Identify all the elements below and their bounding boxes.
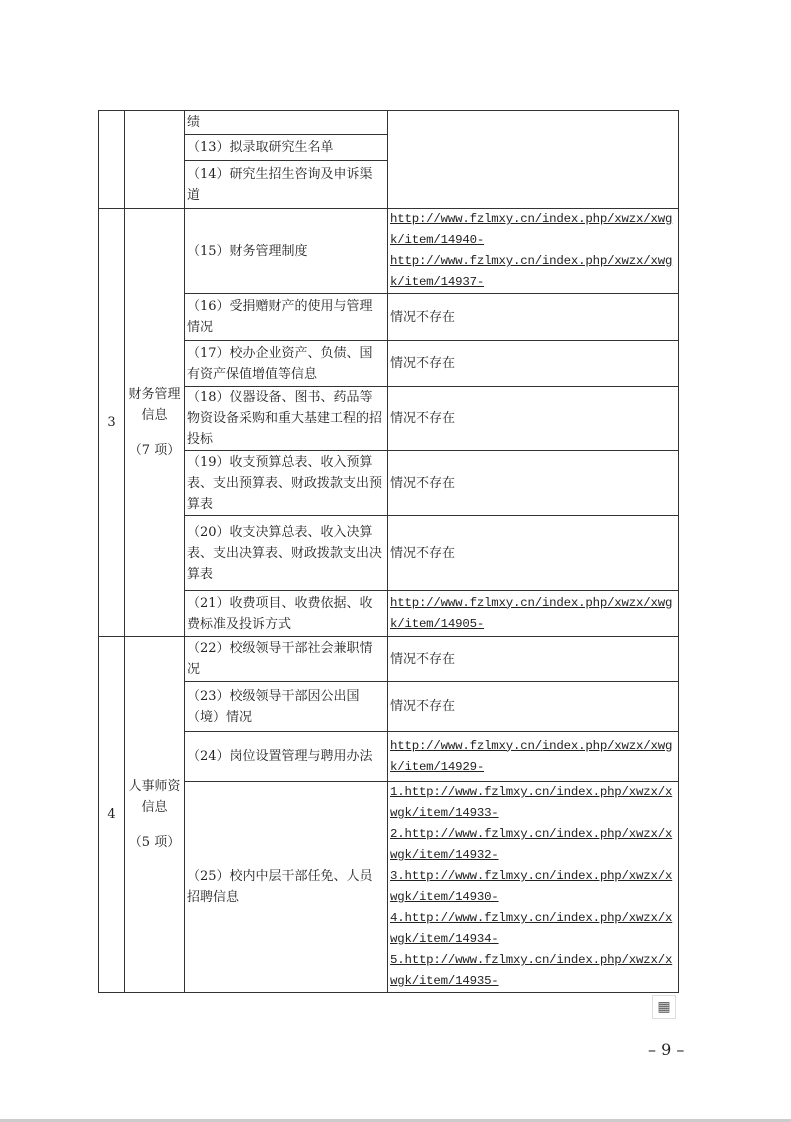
table-row (99, 591, 679, 637)
value-cell: 情况不存在 (388, 387, 679, 451)
value-cell (388, 209, 679, 294)
table-row (99, 637, 679, 682)
item-cell: （19）收支预算总表、收入预算表、支出预算表、财政拨款支出预算表 (185, 451, 388, 516)
category-label: 人事师资信息 (128, 779, 181, 815)
value-cell: 情况不存在 (388, 682, 679, 732)
value-cell (388, 782, 679, 993)
link[interactable]: http://www.fzlmxy.cn/index.php/xwzx/xwgk/item/14905- (390, 595, 673, 631)
item-cell: （15）财务管理制度 (185, 209, 388, 294)
link[interactable]: 4.http://www.fzlmxy.cn/index.php/xwzx/xwgk/item/14934- (390, 911, 673, 946)
link[interactable]: 5.http://www.fzlmxy.cn/index.php/xwzx/xwgk/item/14935- (390, 953, 673, 988)
item-cell: （13）拟录取研究生名单 (185, 135, 388, 161)
section-category (125, 637, 185, 993)
item-cell: （25）校内中层干部任免、人员招聘信息 (185, 782, 388, 993)
category-count: （7 项） (128, 443, 181, 458)
value-cell (388, 111, 679, 209)
item-cell: （18）仪器设备、图书、药品等物资设备采购和重大基建工程的招投标 (185, 387, 388, 451)
page-number: – 9 – (648, 1040, 685, 1059)
item-cell: （16）受捐赠财产的使用与管理情况 (185, 294, 388, 341)
value-cell (388, 591, 679, 637)
value-cell: 情况不存在 (388, 341, 679, 387)
table-row (99, 732, 679, 782)
item-cell: （22）校级领导干部社会兼职情况 (185, 637, 388, 682)
value-cell: 情况不存在 (388, 637, 679, 682)
value-cell: 情况不存在 (388, 516, 679, 591)
table-row (99, 387, 679, 451)
link[interactable]: http://www.fzlmxy.cn/index.php/xwzx/xwgk/item/14929- (390, 738, 673, 774)
link[interactable]: 1.http://www.fzlmxy.cn/index.php/xwzx/xwgk/item/14933- (390, 785, 673, 820)
link[interactable]: http://www.fzlmxy.cn/index.php/xwzx/xwgk/item/14937- (390, 254, 673, 289)
category-label: 财务管理信息 (128, 387, 181, 423)
table-row (99, 682, 679, 732)
table-row (99, 516, 679, 591)
link[interactable]: 2.http://www.fzlmxy.cn/index.php/xwzx/xwgk/item/14932- (390, 827, 673, 862)
table-row (99, 451, 679, 516)
item-cell: （21）收费项目、收费依据、收费标准及投诉方式 (185, 591, 388, 637)
item-cell: （20）收支决算总表、收入决算表、支出决算表、财政拨款支出决算表 (185, 516, 388, 591)
value-cell: 情况不存在 (388, 294, 679, 341)
item-cell: （14）研究生招生咨询及申诉渠道 (185, 161, 388, 209)
value-cell: 情况不存在 (388, 451, 679, 516)
item-cell: （23）校级领导干部因公出国（境）情况 (185, 682, 388, 732)
link[interactable]: 3.http://www.fzlmxy.cn/index.php/xwzx/xwgk/item/14930- (390, 869, 673, 904)
item-cell: 绩 (185, 111, 388, 135)
value-cell (388, 732, 679, 782)
section-number: 4 (99, 637, 125, 993)
section-number: 3 (99, 209, 125, 637)
disclosure-table (98, 110, 679, 993)
table-row (99, 782, 679, 993)
table-row (99, 111, 679, 135)
item-cell: （17）校办企业资产、负债、国有资产保值增值等信息 (185, 341, 388, 387)
table-row (99, 209, 679, 294)
table-row (99, 294, 679, 341)
table-icon[interactable]: ▦ (652, 995, 676, 1019)
table-row (99, 341, 679, 387)
link[interactable]: http://www.fzlmxy.cn/index.php/xwzx/xwgk/item/14940- (390, 212, 673, 247)
item-cell: （24）岗位设置管理与聘用办法 (185, 732, 388, 782)
category-count: （5 项） (128, 835, 181, 850)
section-category (125, 209, 185, 637)
